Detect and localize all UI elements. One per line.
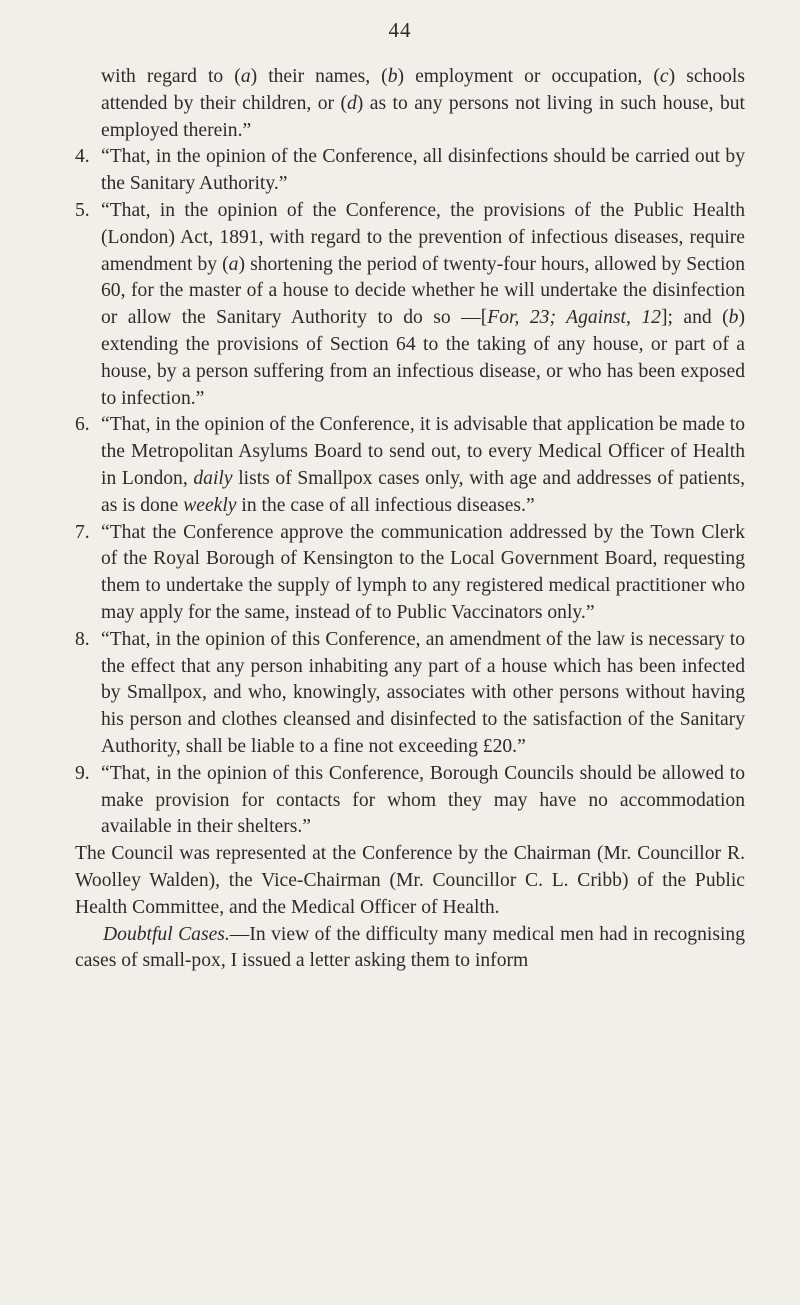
resolution-8 bbox=[75, 627, 745, 761]
council-paragraph: The Council was represented at the Conference by the Chairman (Mr. Councillor R. Woolley Walden), the Vice-Chairman (Mr. Councillor C. L. Cribb) of the Public Health Committee, and the Medical Officer of Health. bbox=[75, 843, 745, 918]
resolution-6: 6. “That, in the opinion of the Conference, it is advisable that application be made to the Metropolitan Asylums Board to send out, to every Medical Officer of Health in London, daily lists of Smallpox cases only, with age and addresses of patients, as is done weekly in the case of all infectious diseases.” bbox=[75, 414, 745, 516]
vote-tally: For, 23; Against, 12 bbox=[487, 307, 661, 329]
resolution-text: “That, in the opinion of the Conference, all disinfections should be carried out by the Sanitary Authority.” bbox=[101, 146, 745, 195]
resolution-4 bbox=[75, 144, 745, 198]
resolution-5: 5. “That, in the opinion of the Conference, the provisions of the Public Health (London) Act, 1891, with regard to the prevention of infectious diseases, require amendment by (a) shortening the period of twenty-four hours, allowed by Section 60, for the master of a house to decide whether he will undertake the disinfection or allow the Sanitary Authority to do so —[For, 23; Against, 12]; and (b) extending the provisions of Section 64 to the taking of any house, or part of a house, by a person suffering from an infectious disease, or who has been exposed to infection.” bbox=[75, 199, 745, 409]
resolution-number: 5. bbox=[75, 199, 90, 221]
resolution-text: “That the Conference approve the communication addressed by the Town Clerk of the Royal Borough of Kensington to the Local Government Board, requesting them to undertake the supply of lymph to any registered medical practitioner who may apply for the same, instead of to Public Vaccinators only.” bbox=[101, 521, 745, 623]
section-heading: Doubtful Cases. bbox=[103, 923, 230, 945]
page-body bbox=[75, 64, 745, 975]
page-number: 44 bbox=[388, 18, 412, 42]
resolution-9 bbox=[75, 761, 745, 841]
resolution-number: 7. bbox=[75, 521, 90, 543]
resolution-number: 4. bbox=[75, 146, 90, 168]
resolution-number: 8. bbox=[75, 628, 90, 650]
resolution-number: 6. bbox=[75, 414, 90, 436]
resolution-number: 9. bbox=[75, 762, 90, 784]
resolution-text: “That, in the opinion of this Conference, Borough Councils should be allowed to make provision for contacts for whom they may have no accommodation available in their shelters.” bbox=[101, 762, 745, 838]
resolution-7 bbox=[75, 520, 745, 627]
doubtful-cases-paragraph: Doubtful Cases.—In view of the difficulty many medical men had in recognising cases of small-pox, I issued a letter asking them to inform bbox=[75, 923, 745, 972]
continuation-paragraph: with regard to (a) their names, (b) employment or occupation, (c) schools attended by their children, or (d) as to any persons not living in such house, but employed therein.” bbox=[101, 66, 745, 141]
resolution-text: “That, in the opinion of this Conference, an amendment of the law is necessary to the effect that any person inhabiting any part of a house which has been infected by Smallpox, and who, knowingly, associates with other persons without having his person and clothes cleansed and disinfected to the satisfaction of the Sanitary Authority, shall be liable to a fine not exceeding £20.” bbox=[101, 628, 745, 757]
